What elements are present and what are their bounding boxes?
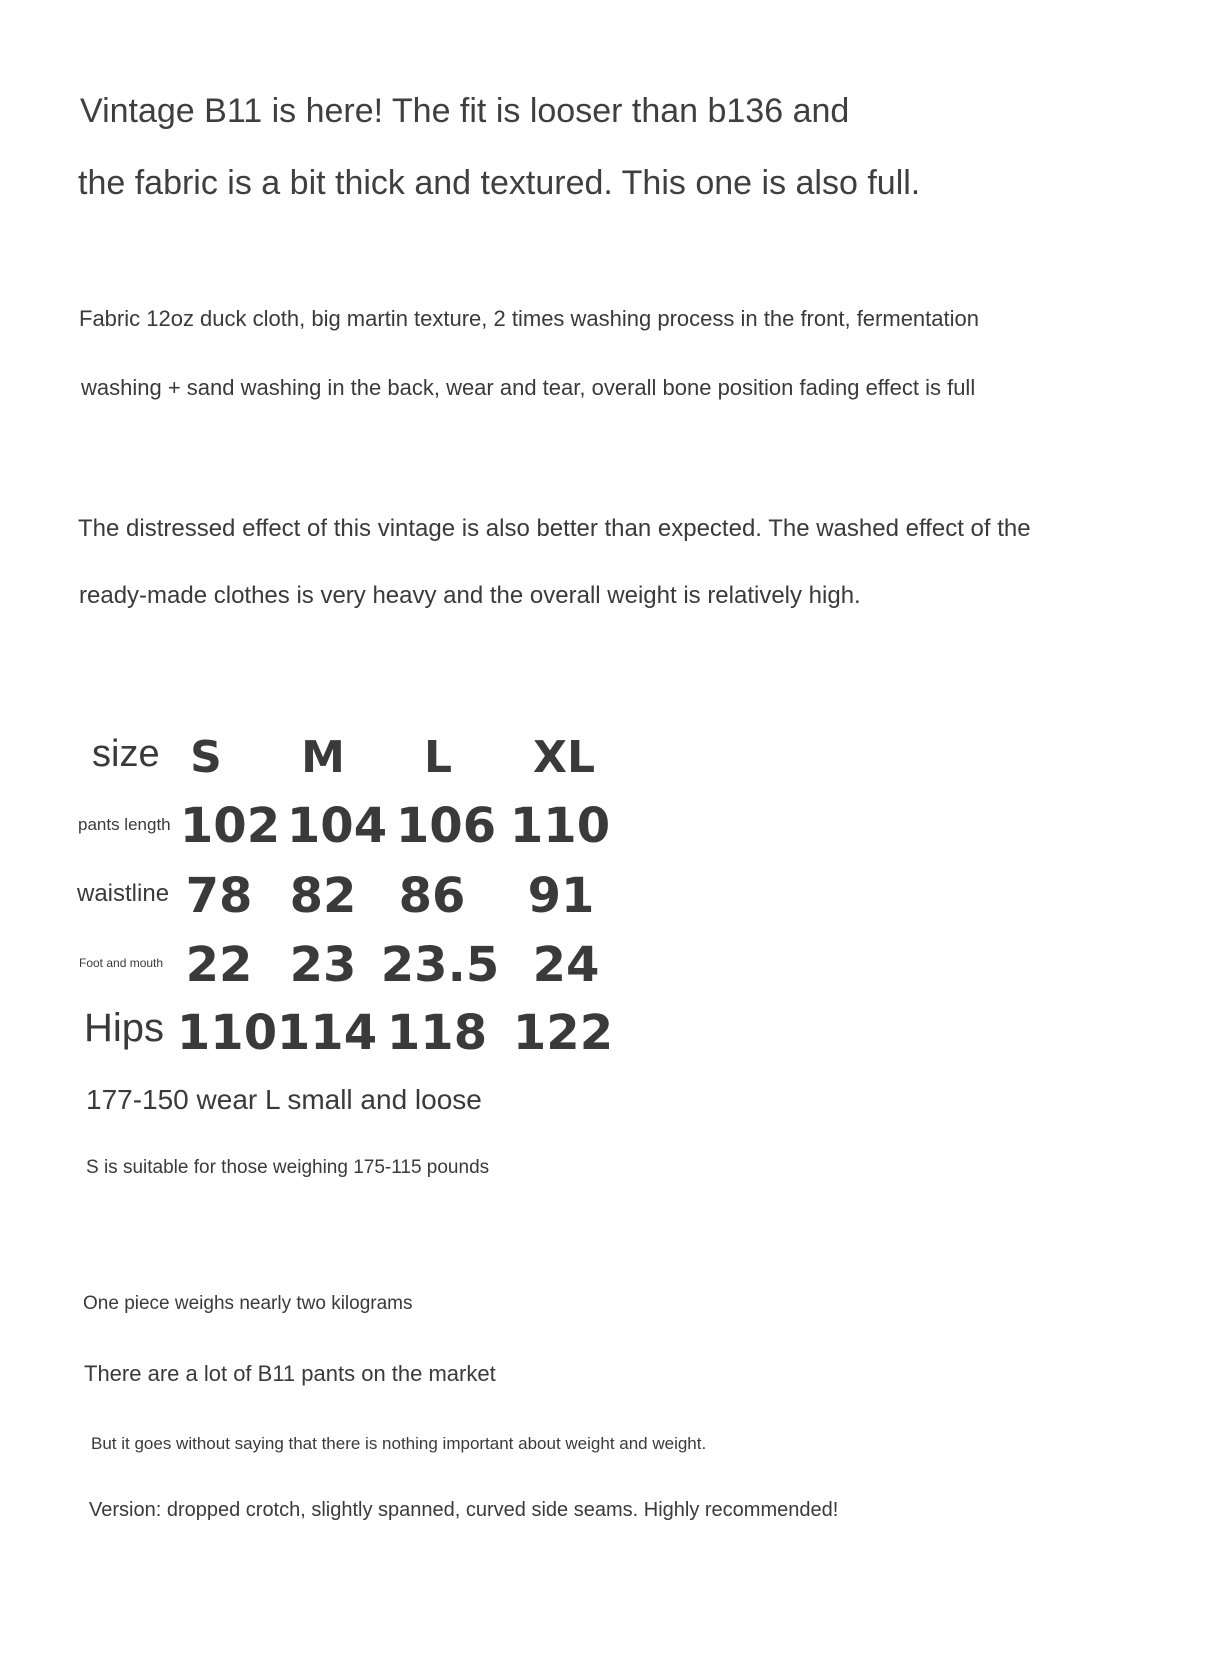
size-header-m: M — [301, 732, 345, 783]
size-header-label: size — [92, 733, 160, 775]
version-note: Version: dropped crotch, slightly spanned, curved side seams. Highly recommended! — [89, 1499, 839, 1521]
s-weight-note: S is suitable for those weighing 175-115 pounds — [86, 1157, 490, 1178]
table-cell: 78 — [185, 868, 253, 924]
table-cell: 114 — [276, 1005, 378, 1061]
weight-comment-note: But it goes without saying that there is nothing important about weight and weight. — [91, 1434, 707, 1453]
market-note: There are a lot of B11 pants on the market — [84, 1361, 496, 1386]
distressed-line-1: The distressed effect of this vintage is also better than expected. The washed effect of the — [78, 515, 1031, 542]
table-cell: 104 — [286, 798, 388, 854]
row-label-waistline: waistline — [77, 880, 170, 907]
size-header-l: L — [423, 732, 453, 783]
fabric-line-2: washing + sand washing in the back, wear and tear, overall bone position fading effect is full — [81, 375, 976, 400]
table-cell: 23.5 — [380, 937, 500, 993]
table-cell: 110 — [176, 1005, 278, 1061]
intro-line-1: Vintage B11 is here! The fit is looser than b136 and — [80, 92, 850, 130]
size-header-xl: XL — [533, 732, 595, 783]
table-cell: 86 — [398, 868, 466, 924]
row-label-foot-and-mouth: Foot and mouth — [79, 956, 164, 970]
table-cell: 106 — [395, 798, 497, 854]
table-cell: 82 — [289, 868, 357, 924]
piece-weight-note: One piece weighs nearly two kilograms — [83, 1293, 413, 1314]
size-header-s: S — [190, 732, 222, 783]
table-cell: 122 — [512, 1005, 614, 1061]
table-cell: 22 — [185, 937, 253, 993]
table-cell: 118 — [386, 1005, 488, 1061]
table-cell: 110 — [509, 798, 611, 854]
distressed-line-2: ready-made clothes is very heavy and the overall weight is relatively high. — [79, 582, 861, 609]
table-cell: 24 — [532, 937, 600, 993]
fit-note: 177-150 wear L small and loose — [86, 1084, 482, 1115]
fabric-line-1: Fabric 12oz duck cloth, big martin texture, 2 times washing process in the front, fermentation — [79, 306, 979, 331]
row-label-hips: Hips — [84, 1006, 165, 1050]
row-label-pants-length: pants length — [78, 815, 171, 834]
intro-line-2: the fabric is a bit thick and textured. This one is also full. — [78, 164, 921, 202]
table-cell: 23 — [289, 937, 357, 993]
table-cell: 102 — [179, 798, 281, 854]
table-cell: 91 — [527, 868, 595, 924]
